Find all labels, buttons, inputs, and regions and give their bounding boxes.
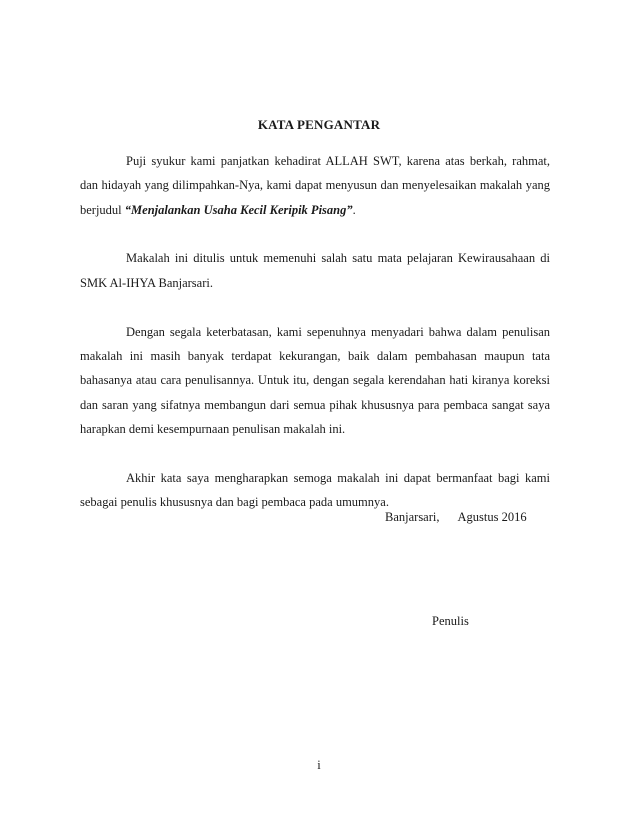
body-text: [80, 149, 550, 514]
paper-title-emphasis: “Menjalankan Usaha Kecil Keripik Pisang”: [124, 202, 353, 217]
place: Banjarsari,: [385, 510, 440, 524]
paragraph-limitations: Dengan segala keterbatasan, kami sepenuhnya menyadari bahwa dalam penulisan makalah ini masih banyak terdapat kekurangan, baik dalam pembahasan maupun tata bahasanya atau cara penulisannya. Untuk itu, dengan segala kerendahan hati kiranya koreksi dan saran yang sifatnya membangun dari semua pihak khususnya para pembaca sangat saya harapkan demi kesempurnaan penulisan makalah ini.: [80, 324, 550, 436]
paragraph-gratitude-end: .: [352, 202, 356, 217]
paragraph-closing: Akhir kata saya mengharapkan semoga makalah ini dapat bermanfaat bagi kami sebagai penulis khususnya dan bagi pembaca pada umumnya.: [80, 470, 550, 510]
place-date: [385, 510, 527, 525]
page-number: i: [317, 758, 321, 772]
author-signature: Penulis: [432, 614, 469, 628]
paragraph-purpose: Makalah ini ditulis untuk memenuhi salah satu mata pelajaran Kewirausahaan di SMK Al-IHYA Banjarsari.: [80, 251, 550, 290]
date: Agustus 2016: [457, 510, 527, 524]
page-title: KATA PENGANTAR: [257, 117, 381, 132]
paragraph-gratitude: [80, 149, 550, 222]
paragraph-gratitude-text: Puji syukur kami panjatkan kehadirat ALLAH SWT, karena atas berkah, rahmat, dan hidayah yang dilimpahkan-Nya, kami dapat menyusun dan menyelesaikan makalah yang berjudul: [80, 154, 550, 217]
